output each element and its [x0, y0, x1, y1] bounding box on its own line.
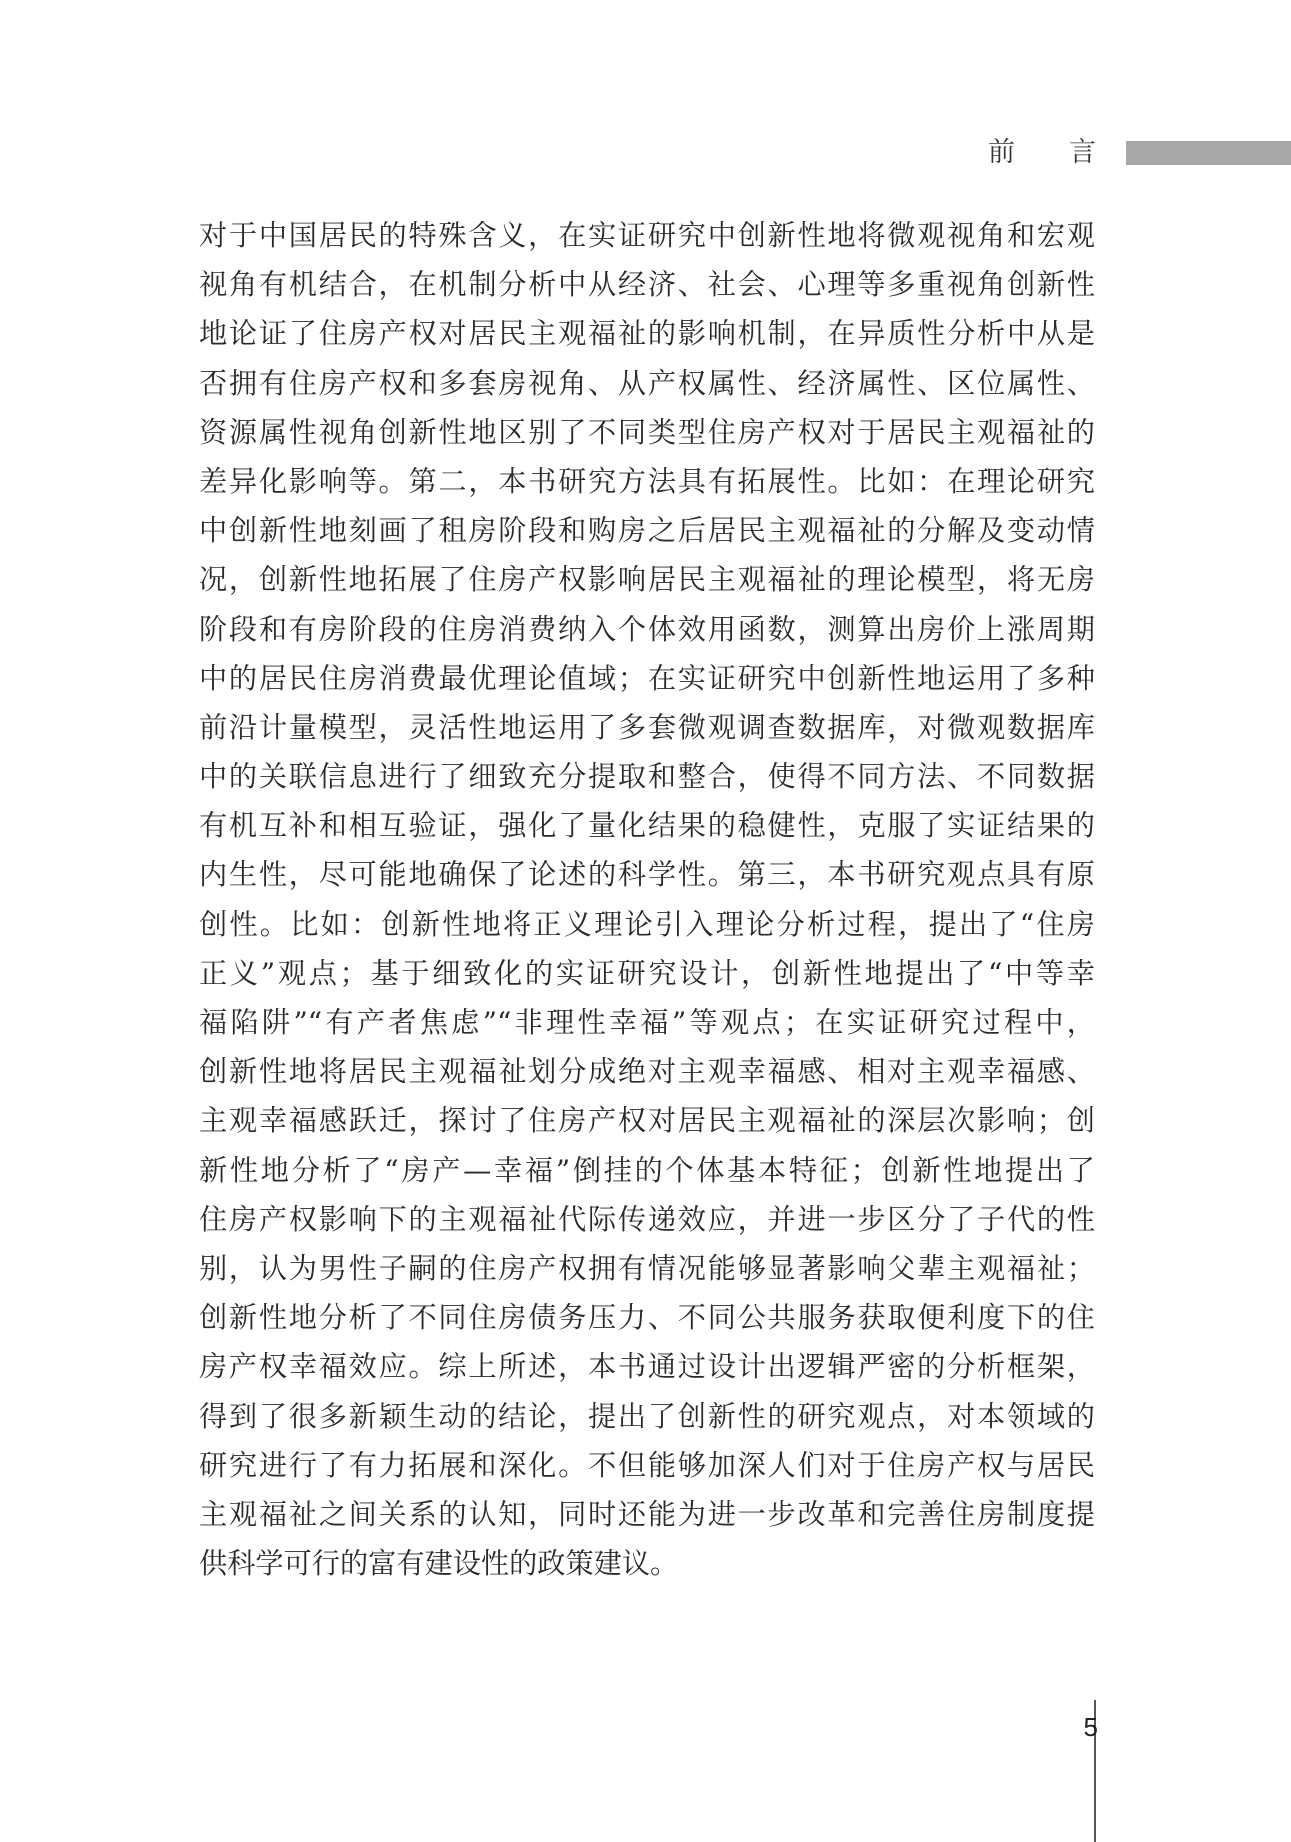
text-line: 中创新性地刻画了租房阶段和购房之后居民主观福祉的分解及变动情: [199, 514, 1095, 548]
text-line: 对于中国居民的特殊含义，在实证研究中创新性地将微观视角和宏观: [199, 219, 1095, 252]
text-line: 研究进行了有力拓展和深化。不但能够加深人们对于住房产权与居民: [199, 1448, 1095, 1482]
text-line: 创新性地分析了不同住房债务压力、不同公共服务获取便利度下的住: [199, 1301, 1095, 1335]
text-line: 前沿计量模型，灵活性地运用了多套微观调查数据库，对微观数据库: [199, 710, 1095, 744]
text-line: 新性地分析了“房产—幸福”倒挂的个体基本特征；创新性地提出了: [199, 1153, 1095, 1187]
running-head: [988, 136, 1098, 170]
page-number: 5: [1083, 1712, 1098, 1742]
text-line: 福陷阱”“有产者焦虑”“非理性幸福”等观点；在实证研究过程中，: [199, 1006, 1095, 1039]
text-line: 地论证了住房产权对居民主观福祉的影响机制，在异质性分析中从是: [199, 317, 1095, 351]
text-line: 主观幸福感跃迁，探讨了住房产权对居民主观福祉的深层次影响；创: [199, 1104, 1095, 1138]
text-line: 住房产权影响下的主观福祉代际传递效应，并进一步区分了子代的性: [199, 1202, 1095, 1236]
text-line: 正义”观点；基于细致化的实证研究设计，创新性地提出了“中等幸: [199, 956, 1095, 990]
text-line: 阶段和有房阶段的住房消费纳入个体效用函数，测算出房价上涨周期: [199, 612, 1095, 646]
text-line: 创性。比如：创新性地将正义理论引入理论分析过程，提出了“住房: [199, 907, 1095, 941]
text-line: 有机互补和相互验证，强化了量化结果的稳健性，克服了实证结果的: [199, 809, 1095, 843]
text-line: 房产权幸福效应。综上所述，本书通过设计出逻辑严密的分析框架，: [199, 1350, 1095, 1384]
text-line: 资源属性视角创新性地区别了不同类型住房产权对于居民主观福祉的: [199, 415, 1095, 449]
text-line: 差异化影响等。第二，本书研究方法具有拓展性。比如：在理论研究: [199, 464, 1095, 498]
header-decorative-bar: [1126, 141, 1291, 165]
text-line: 创新性地将居民主观福祉划分成绝对主观幸福感、相对主观幸福感、: [199, 1055, 1095, 1089]
text-line: 中的关联信息进行了细致充分提取和整合，使得不同方法、不同数据: [199, 760, 1095, 794]
running-head-char: 前: [988, 137, 1017, 168]
text-line: 否拥有住房产权和多套房视角、从产权属性、经济属性、区位属性、: [199, 366, 1095, 400]
text-line: 得到了很多新颖生动的结论，提出了创新性的研究观点，对本领域的: [199, 1399, 1095, 1433]
text-line: 主观福祉之间关系的认知，同时还能为进一步改革和完善住房制度提: [199, 1497, 1095, 1531]
text-line: 别，认为男性子嗣的住房产权拥有情况能够显著影响父辈主观福祉；: [199, 1251, 1095, 1285]
body-text: [199, 211, 1095, 1588]
text-line: 供科学可行的富有建设性的政策建议。: [199, 1547, 679, 1581]
text-line: 况，创新性地拓展了住房产权影响居民主观福祉的理论模型，将无房: [199, 563, 1095, 597]
text-line: 中的居民住房消费最优理论值域；在实证研究中创新性地运用了多种: [199, 661, 1095, 695]
text-line: 内生性，尽可能地确保了论述的科学性。第三，本书研究观点具有原: [199, 858, 1095, 892]
text-line: 视角有机结合，在机制分析中从经济、社会、心理等多重视角创新性: [199, 268, 1095, 302]
running-head-char: 言: [1069, 137, 1098, 168]
